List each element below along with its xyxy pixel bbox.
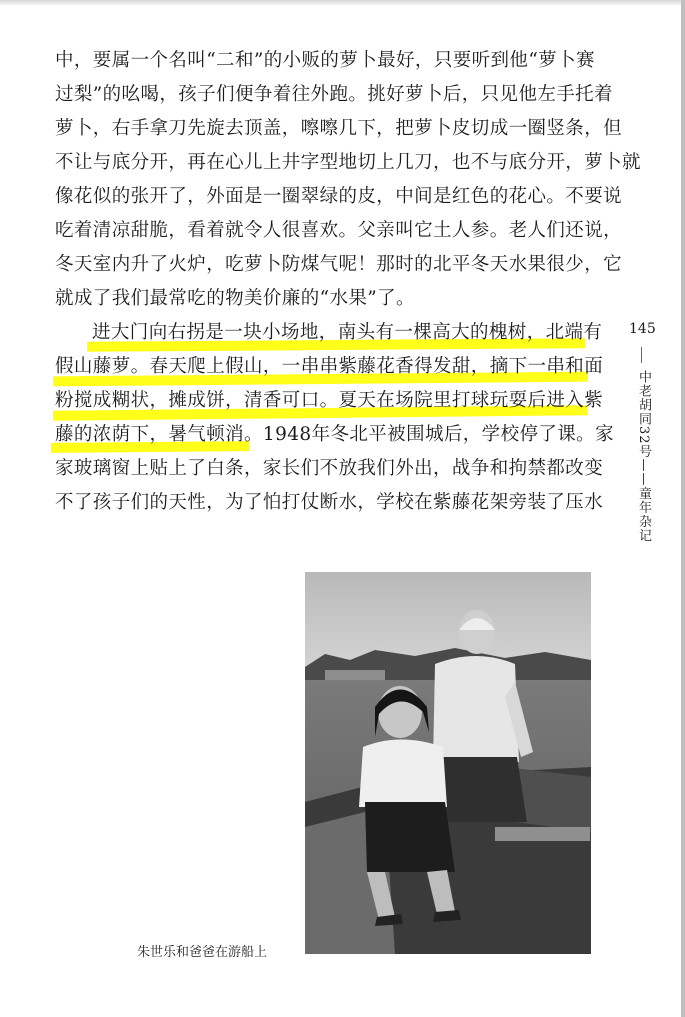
text-line-content: 进大门向右拐是一块小场地，南头有一棵高大的槐树，北端有	[92, 322, 603, 343]
text-line-content: 假山藤萝。春天爬上假山，一串串紫藤花香得发甜，摘下一串和面	[55, 356, 604, 377]
photo-father-daughter-boat	[305, 572, 591, 954]
text-line	[55, 112, 623, 146]
text-line	[55, 248, 623, 282]
text-line-content: 冬天室内升了火炉，吃萝卜防煤气呢！那时的北平冬天水果很少，它	[55, 254, 623, 275]
text-line-content: 家玻璃窗上贴上了白条，家长们不放我们外出，战争和拘禁都改变	[55, 458, 604, 479]
photo-drawing	[305, 572, 591, 954]
text-line-highlighted	[55, 384, 604, 418]
text-line	[55, 486, 604, 520]
page-top-edge	[0, 0, 685, 6]
text-line-highlighted	[55, 350, 604, 384]
text-line-content: 藤的浓荫下，暑气顿消。1948年冬北平被围城后，学校停了课。家	[55, 424, 614, 445]
text-line-content: 不让与底分开，再在心儿上井字型地切上几刀，也不与底分开，萝卜就	[55, 152, 641, 173]
text-line-content: 中，要属一个名叫“二和”的小贩的萝卜最好，只要听到他“萝卜赛	[55, 50, 595, 71]
text-line-content: 不了孩子们的天性，为了怕打仗断水，学校在紫藤花架旁装了压水	[55, 492, 604, 513]
text-line-content: 吃着清凉甜脆，看着就令人很喜欢。父亲叫它土人参。老人们还说，	[55, 220, 623, 241]
page-right-edge	[681, 0, 685, 1017]
body-text	[55, 44, 641, 520]
running-title: 中老胡同32号——童年杂记	[636, 370, 651, 543]
text-line-highlighted	[55, 418, 614, 452]
text-line	[55, 146, 641, 180]
text-line-highlighted	[55, 316, 603, 350]
photo-caption: 朱世乐和爸爸在游船上	[137, 945, 268, 960]
page-number: 145	[629, 321, 656, 337]
text-line	[55, 180, 623, 214]
text-line-content: 粉搅成糊状，摊成饼，清香可口。夏天在场院里打球玩耍后进入紫	[55, 390, 604, 411]
text-line	[55, 44, 595, 78]
text-line	[55, 78, 613, 112]
text-line	[55, 282, 595, 316]
text-line	[55, 214, 623, 248]
text-line-content: 萝卜，右手拿刀先旋去顶盖，嚓嚓几下，把萝卜皮切成一圈竖条，但	[55, 118, 623, 139]
text-line-content: 像花似的张开了，外面是一圈翠绿的皮，中间是红色的花心。不要说	[55, 186, 623, 207]
side-rule	[641, 347, 642, 363]
text-line-content: 就成了我们最常吃的物美价廉的“水果”了。	[55, 288, 415, 309]
text-line-content: 过梨”的吆喝，孩子们便争着往外跑。挑好萝卜后，只见他左手托着	[55, 84, 613, 105]
text-line	[55, 452, 604, 486]
